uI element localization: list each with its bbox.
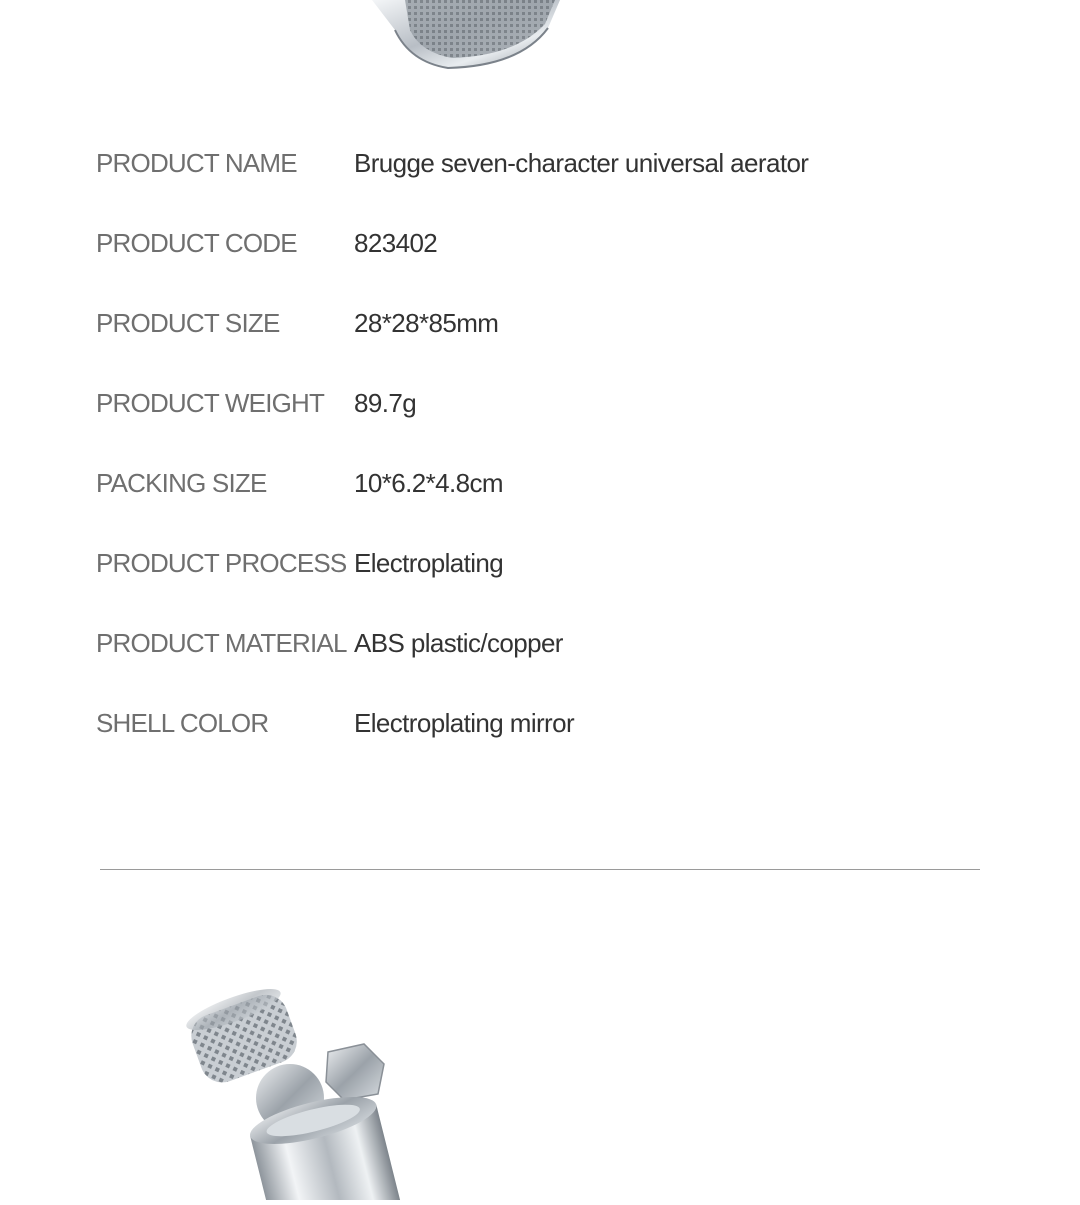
spec-row-product-size bbox=[96, 283, 996, 363]
spec-row-product-name bbox=[96, 123, 996, 203]
aerator-bottom-image bbox=[150, 960, 480, 1200]
spec-value: Electroplating mirror bbox=[354, 707, 575, 738]
spec-value: Electroplating bbox=[354, 547, 504, 578]
spec-table bbox=[96, 123, 996, 763]
aerator-top-image bbox=[0, 0, 1080, 110]
spec-label: PRODUCT CODE bbox=[96, 227, 297, 258]
section-divider bbox=[100, 869, 980, 870]
spec-value: Brugge seven-character universal aerator bbox=[354, 147, 809, 178]
spec-label: PRODUCT PROCESS bbox=[96, 547, 347, 578]
spec-value: 89.7g bbox=[354, 387, 417, 418]
spec-value: 823402 bbox=[354, 227, 438, 258]
spec-row-packing-size bbox=[96, 443, 996, 523]
spec-row-product-code bbox=[96, 203, 996, 283]
spec-value: ABS plastic/copper bbox=[354, 627, 563, 658]
spec-row-product-weight bbox=[96, 363, 996, 443]
spec-row-product-process bbox=[96, 523, 996, 603]
spec-value: 10*6.2*4.8cm bbox=[354, 467, 503, 498]
aerator-head-illustration bbox=[0, 0, 1080, 110]
spec-label: PACKING SIZE bbox=[96, 467, 267, 498]
spec-value: 28*28*85mm bbox=[354, 307, 499, 338]
spec-label: PRODUCT NAME bbox=[96, 147, 297, 178]
spec-label: PRODUCT WEIGHT bbox=[96, 387, 325, 418]
spec-label: PRODUCT MATERIAL bbox=[96, 627, 347, 658]
spec-label: PRODUCT SIZE bbox=[96, 307, 280, 338]
spec-row-product-material bbox=[96, 603, 996, 683]
spec-row-shell-color bbox=[96, 683, 996, 763]
aerator-swivel-illustration bbox=[150, 960, 480, 1200]
spec-label: SHELL COLOR bbox=[96, 707, 269, 738]
